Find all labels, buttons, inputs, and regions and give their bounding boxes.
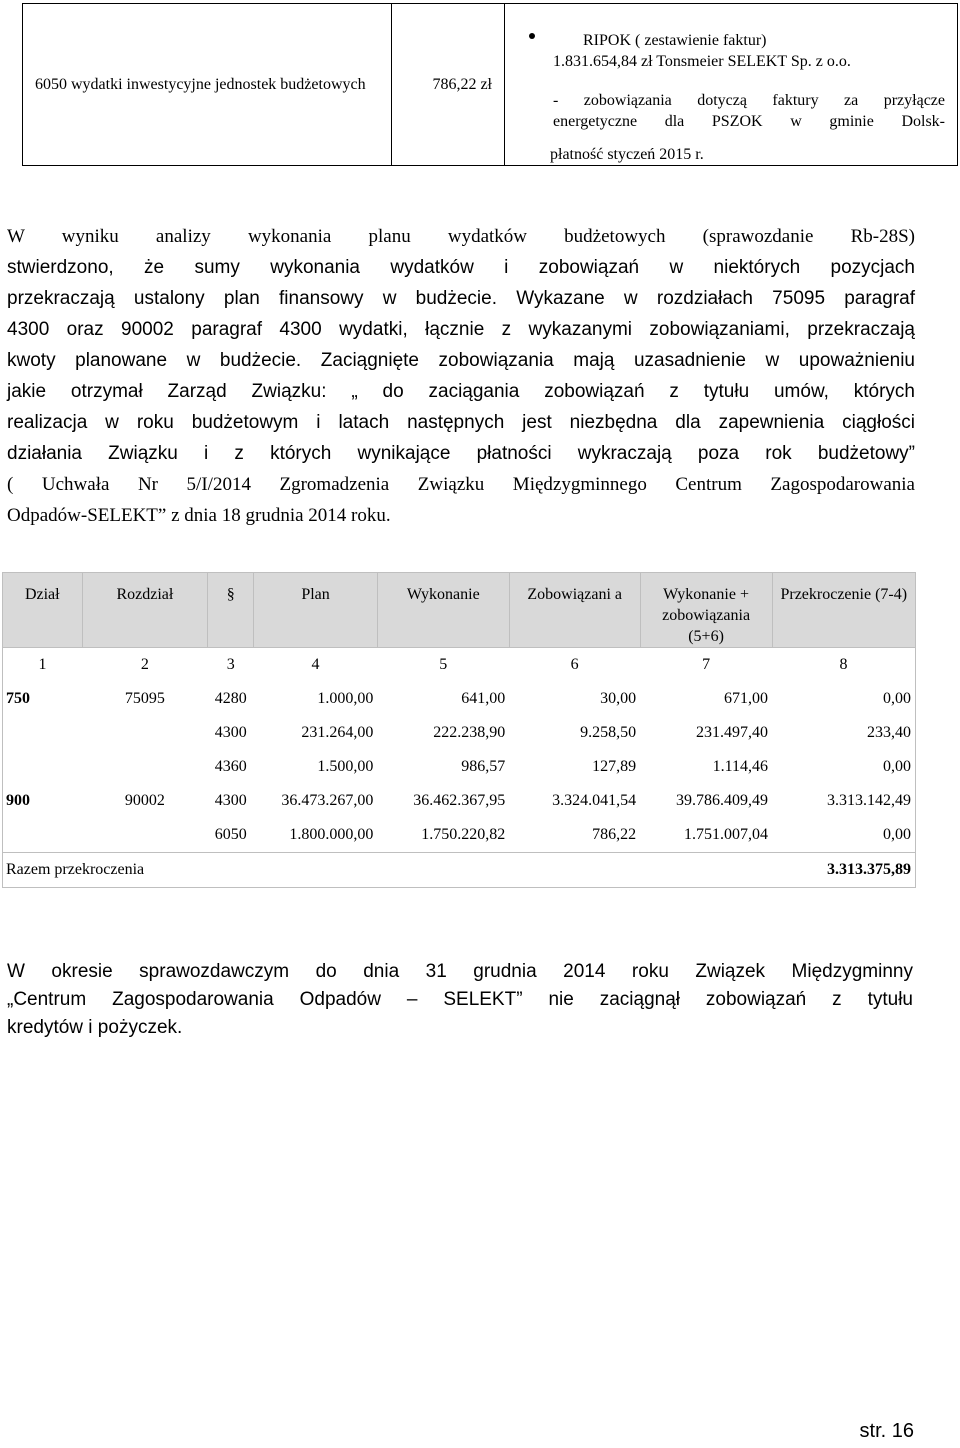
paragraph-line: „Centrum Zagospodarowania Odpadów – SELEKT” nie zaciągnął zobowiązań z tytułu bbox=[7, 989, 913, 1010]
cell-wykonanie: 1.750.220,82 bbox=[421, 826, 506, 843]
cell-dzial bbox=[3, 716, 83, 750]
table-row bbox=[3, 682, 916, 716]
paragraph-line: 4300 oraz 90002 paragraf 4300 wydatki, łącznie z wykazanymi zobowiązaniami, przekraczają bbox=[7, 319, 915, 340]
budget-table bbox=[2, 572, 916, 888]
column-number: 2 bbox=[140, 656, 149, 673]
header-rozdzial: Rozdział bbox=[82, 573, 208, 648]
cell-suma: 231.497,40 bbox=[696, 724, 769, 741]
table-cell-description bbox=[505, 4, 958, 166]
paragraph-line: jakie otrzymał Zarząd Związku: „ do zaciągania zobowiązań z tytułu umów, których bbox=[7, 381, 915, 402]
cell-przekroczenie: 0,00 bbox=[772, 682, 915, 716]
column-number: 1 bbox=[3, 648, 83, 683]
paragraph-line: stwierdzono, że sumy wykonania wydatków i zobowiązań w niektórych pozycjach bbox=[7, 257, 915, 278]
cell-paragraph: 4300 bbox=[214, 724, 247, 741]
description-line-2: 1.831.654,84 zł Tonsmeier SELEKT Sp. z o.o. bbox=[553, 53, 851, 70]
cell-suma: 39.786.409,49 bbox=[676, 792, 769, 809]
table-header-row bbox=[3, 573, 916, 648]
cell-plan: 1.000,00 bbox=[317, 690, 374, 707]
header-plan: Plan bbox=[254, 573, 378, 648]
paragraph-line: realizacja w roku budżetowym i latach następnych jest niezbędna dla zapewnienia ciągłości bbox=[7, 412, 915, 433]
cell-plan: 1.500,00 bbox=[317, 758, 374, 775]
description-line-3: - zobowiązania dotyczą faktury za przyłącze bbox=[553, 92, 945, 109]
description-line-5: płatność styczeń 2015 r. bbox=[550, 146, 704, 163]
cell-zobowiazania: 30,00 bbox=[600, 690, 637, 707]
column-number: 4 bbox=[311, 656, 320, 673]
table-cell-amount bbox=[392, 4, 505, 166]
cell-plan: 231.264,00 bbox=[301, 724, 374, 741]
header-wykonanie: Wykonanie bbox=[377, 573, 509, 648]
cell-rozdzial: 90002 bbox=[124, 792, 165, 809]
paragraph-line: kredytów i pożyczek. bbox=[7, 1017, 183, 1038]
cell-dzial bbox=[3, 750, 83, 784]
paragraph-line: W wyniku analizy wykonania planu wydatków budżetowych (sprawozdanie Rb-28S) bbox=[7, 226, 915, 247]
analysis-paragraph bbox=[7, 221, 915, 531]
cell-wykonanie: 36.462.367,95 bbox=[413, 792, 506, 809]
cell-dzial: 750 bbox=[3, 682, 83, 716]
header-dzial: Dział bbox=[3, 573, 83, 648]
column-number-row bbox=[3, 648, 916, 683]
cell-paragraph: 6050 bbox=[214, 826, 247, 843]
paragraph-line: przekraczają ustalony plan finansowy w budżecie. Wykazane w rozdziałach 75095 paragraf bbox=[7, 288, 915, 309]
description-line-4: energetyczne dla PSZOK w gminie Dolsk- bbox=[553, 113, 945, 130]
cell-wykonanie: 986,57 bbox=[461, 758, 506, 775]
description-line-1: RIPOK ( zestawienie faktur) bbox=[583, 32, 767, 49]
cell-zobowiazania: 127,89 bbox=[592, 758, 637, 775]
table-row bbox=[3, 784, 916, 818]
cell-wykonanie: 641,00 bbox=[461, 690, 506, 707]
column-number: 6 bbox=[570, 656, 579, 673]
cell-zobowiazania: 9.258,50 bbox=[580, 724, 637, 741]
cell-plan: 1.800.000,00 bbox=[289, 826, 374, 843]
column-number: 5 bbox=[439, 656, 448, 673]
column-number: 7 bbox=[702, 656, 711, 673]
total-label: Razem przekroczenia bbox=[3, 853, 773, 888]
cell-zobowiazania: 3.324.041,54 bbox=[552, 792, 637, 809]
table-row bbox=[3, 750, 916, 784]
cell-suma: 1.114,46 bbox=[712, 758, 769, 775]
closing-paragraph bbox=[7, 958, 913, 1042]
cell-paragraph: 4360 bbox=[214, 758, 247, 775]
table-row bbox=[3, 818, 916, 853]
paragraph-line: W okresie sprawozdawczym do dnia 31 grudnia 2014 roku Związek Międzygminny bbox=[7, 961, 913, 982]
cell-przekroczenie: 233,40 bbox=[772, 716, 915, 750]
amount-text: 786,22 zł bbox=[432, 76, 492, 93]
paragraph-line: ( Uchwała Nr 5/I/2014 Zgromadzenia Związku Międzygminnego Centrum Zagospodarowania bbox=[7, 474, 915, 495]
cell-plan: 36.473.267,00 bbox=[281, 792, 374, 809]
total-row bbox=[3, 853, 916, 888]
category-text: 6050 wydatki inwestycyjne jednostek budżetowych bbox=[35, 76, 366, 93]
cell-przekroczenie: 0,00 bbox=[772, 750, 915, 784]
column-number: 3 bbox=[226, 656, 235, 673]
paragraph-line: Odpadów-SELEKT” z dnia 18 grudnia 2014 roku. bbox=[7, 505, 391, 526]
cell-paragraph: 4280 bbox=[214, 690, 247, 707]
cell-rozdzial bbox=[82, 818, 208, 853]
cell-przekroczenie: 3.313.142,49 bbox=[772, 784, 915, 818]
header-zobowiazania: Zobowiązani a bbox=[509, 573, 640, 648]
cell-wykonanie: 222.238,90 bbox=[433, 724, 506, 741]
cell-rozdzial bbox=[82, 716, 208, 750]
bullet-icon bbox=[529, 33, 535, 39]
paragraph-line: działania Związku i z których wynikające płatności wykraczają poza rok budżetowy” bbox=[7, 443, 915, 464]
cell-przekroczenie: 0,00 bbox=[772, 818, 915, 853]
table-row bbox=[3, 716, 916, 750]
cell-zobowiazania: 786,22 bbox=[592, 826, 637, 843]
paragraph-line: kwoty planowane w budżecie. Zaciągnięte zobowiązania mają uzasadnienie w upoważnieniu bbox=[7, 350, 915, 371]
table-cell-category bbox=[23, 4, 392, 166]
page-number: str. 16 bbox=[859, 1420, 914, 1442]
header-przekroczenie: Przekroczenie (7-4) bbox=[772, 573, 915, 648]
cell-paragraph: 4300 bbox=[214, 792, 247, 809]
cell-dzial: 900 bbox=[3, 784, 83, 818]
cell-suma: 1.751.007,04 bbox=[684, 826, 769, 843]
cell-rozdzial bbox=[82, 750, 208, 784]
column-number: 8 bbox=[772, 648, 915, 683]
cell-rozdzial: 75095 bbox=[124, 690, 165, 707]
cell-dzial bbox=[3, 818, 83, 853]
cell-suma: 671,00 bbox=[724, 690, 769, 707]
total-value: 3.313.375,89 bbox=[772, 853, 915, 888]
continuation-table bbox=[22, 3, 958, 166]
header-paragraph: § bbox=[208, 573, 254, 648]
header-wykonanie-zobowiazania: Wykonanie + zobowiązania (5+6) bbox=[640, 573, 772, 648]
